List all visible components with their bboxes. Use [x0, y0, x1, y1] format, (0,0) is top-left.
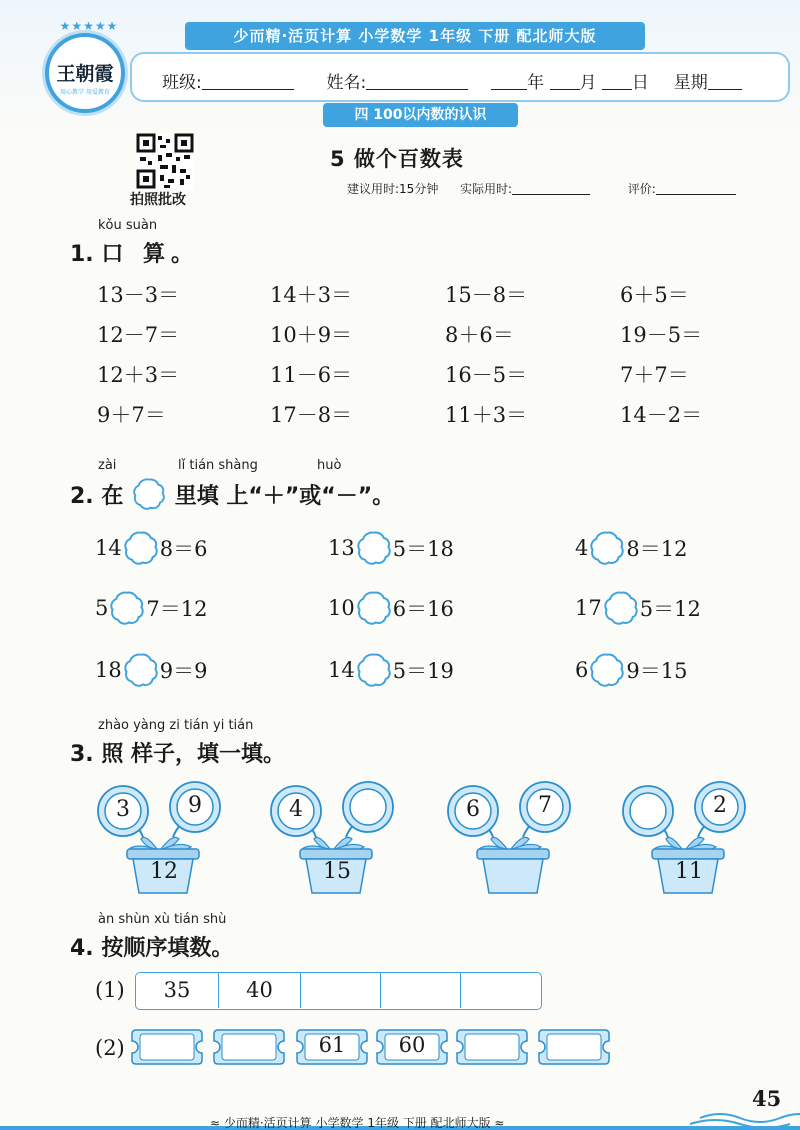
- q2-pinyin-tian: lǐ tián shàng: [178, 458, 258, 473]
- mental-calc-item: 8＋6＝: [445, 323, 514, 347]
- q1-end: 。: [171, 242, 194, 267]
- sign-fill-item: [95, 528, 207, 568]
- q2-text-1: 在: [101, 484, 124, 509]
- left-operand: 13: [328, 536, 355, 560]
- right-expression: 5＝19: [392, 659, 454, 683]
- sign-answer-bubble[interactable]: [123, 528, 159, 568]
- brand-logo: [45, 19, 125, 113]
- mental-calc-item: 9＋7＝: [97, 403, 166, 427]
- day-label: 日: [631, 73, 649, 93]
- mental-calc-item: 12＋3＝: [97, 363, 180, 387]
- left-operand: 4: [575, 536, 589, 560]
- qr-caption: 拍照批改: [130, 192, 186, 208]
- q2-text-2: 里填 上“＋”或“－”。: [174, 484, 395, 509]
- mental-calc-item: 12－7＝: [97, 323, 180, 347]
- student-info-panel: [130, 52, 790, 102]
- year-label: 年: [527, 73, 545, 93]
- q4-title: [70, 931, 233, 962]
- q2-pinyin-zai: zài: [98, 458, 117, 473]
- right-expression: 5＝18: [392, 537, 454, 561]
- q3-pinyin: zhào yàng zi tián yi tián: [98, 718, 254, 733]
- mental-calc-item: 10＋9＝: [270, 323, 353, 347]
- left-operand: 10: [328, 596, 355, 620]
- month-label: 月: [579, 73, 597, 93]
- time-row: [347, 180, 736, 197]
- q1-number: 1.: [70, 242, 94, 267]
- suggested-time: 建议用时:15分钟: [347, 182, 439, 196]
- series-title: 少而精·活页计算 小学数学 1年级 下册 配北师大版: [185, 22, 645, 50]
- weekday-label: 星期: [673, 73, 708, 93]
- right-flower-number: 2: [713, 793, 727, 818]
- rating-label: 评价:: [627, 182, 656, 196]
- sequence-cell[interactable]: [301, 973, 381, 1008]
- right-expression: 6＝16: [392, 597, 454, 621]
- mental-calc-item: 11－6＝: [270, 363, 353, 387]
- q4-number: 4.: [70, 936, 94, 961]
- sign-answer-bubble[interactable]: [356, 588, 392, 628]
- class-label: 班级:: [162, 73, 202, 93]
- left-operand: 14: [328, 658, 355, 682]
- left-operand: 14: [95, 536, 122, 560]
- sign-fill-item: [328, 650, 454, 690]
- sequence-cell[interactable]: [461, 973, 540, 1008]
- left-operand: 18: [95, 658, 122, 682]
- mental-calc-item: 11＋3＝: [445, 403, 528, 427]
- page-number: 45: [752, 1086, 782, 1111]
- number-tag-icon: [212, 1026, 286, 1068]
- mental-calc-item: 7＋7＝: [620, 363, 689, 387]
- mental-calc-item: 17－8＝: [270, 403, 353, 427]
- answer-bubble-icon: [132, 477, 166, 511]
- sign-fill-item: [328, 528, 454, 568]
- mental-calc-item: 14－2＝: [620, 403, 703, 427]
- year-field[interactable]: [491, 89, 527, 90]
- q3-number: 3.: [70, 742, 94, 767]
- sign-fill-item: [575, 528, 687, 568]
- sign-fill-item: [575, 650, 687, 690]
- left-flower-number: 6: [466, 797, 480, 822]
- right-expression: 9＝9: [159, 659, 208, 683]
- sequence-cell: 35: [136, 973, 219, 1008]
- number-tag-icon: [130, 1026, 204, 1068]
- left-operand: 17: [575, 596, 602, 620]
- sign-fill-item: [95, 588, 207, 628]
- pot-sum-number: 15: [323, 859, 351, 884]
- q2-pinyin-huo: huò: [317, 458, 342, 473]
- left-flower-number: 4: [289, 797, 303, 822]
- class-field[interactable]: [202, 89, 294, 90]
- mental-calc-item: 16－5＝: [445, 363, 528, 387]
- unit-title: 四 100以内数的认识: [323, 103, 518, 127]
- q3-title: [70, 737, 285, 768]
- q2-number: 2.: [70, 484, 94, 509]
- q4-pinyin: àn shùn xù tián shù: [98, 912, 227, 927]
- tag-number: 61: [318, 1033, 346, 1057]
- tag-number: 60: [398, 1033, 426, 1057]
- flower-pot-puzzle: [270, 777, 400, 892]
- month-field[interactable]: [550, 89, 580, 90]
- left-flower-number: 3: [116, 797, 130, 822]
- sign-answer-bubble[interactable]: [123, 650, 159, 690]
- flower-pot-puzzle: [447, 777, 577, 892]
- q1-title: [70, 237, 193, 268]
- actual-time-field[interactable]: [512, 194, 590, 195]
- sign-answer-bubble[interactable]: [356, 650, 392, 690]
- q4-part2-label: (2): [95, 1036, 125, 1060]
- right-expression: 5＝12: [639, 597, 701, 621]
- sign-fill-item: [575, 588, 701, 628]
- rating-field[interactable]: [656, 194, 736, 195]
- q4-text: 按顺序填数。: [101, 936, 234, 961]
- qr-code-icon[interactable]: [136, 133, 194, 189]
- right-flower-number: 7: [538, 793, 552, 818]
- footer-text: ≈ 少而精·活页计算 小学数学 1年级 下册 配北师大版 ≈: [210, 1116, 505, 1130]
- logo-slogan: 用心教学 用爱教育: [60, 89, 110, 96]
- student-info-row: [162, 68, 742, 93]
- right-flower-number: 9: [188, 793, 202, 818]
- flower-pot-puzzle: [622, 777, 752, 892]
- pot-sum-number: 11: [675, 859, 703, 884]
- sign-answer-bubble[interactable]: [603, 588, 639, 628]
- sign-fill-item: [328, 588, 454, 628]
- mental-calc-item: 15－8＝: [445, 283, 528, 307]
- right-expression: 8＝12: [626, 537, 688, 561]
- flower-pot-puzzle: [97, 777, 227, 892]
- mental-calc-item: 19－5＝: [620, 323, 703, 347]
- q1-pinyin: kǒu suàn: [98, 218, 158, 233]
- right-expression: 9＝15: [626, 659, 688, 683]
- sign-answer-bubble[interactable]: [589, 528, 625, 568]
- q3-text: 照 样子，填一填。: [101, 742, 286, 767]
- q4-part1-label: (1): [95, 978, 125, 1002]
- lesson-title: 5 做个百数表: [330, 147, 464, 171]
- sign-answer-bubble[interactable]: [589, 650, 625, 690]
- left-operand: 5: [95, 596, 109, 620]
- number-sequence-box: [135, 972, 542, 1010]
- sequence-cell[interactable]: [381, 973, 461, 1008]
- sign-fill-item: [95, 650, 207, 690]
- q2-title: [70, 477, 394, 511]
- weekday-field[interactable]: [708, 89, 742, 90]
- day-field[interactable]: [602, 89, 632, 90]
- q1-text: 口 算: [101, 242, 172, 267]
- actual-time-label: 实际用时:: [459, 182, 513, 196]
- star-icon: ★★★★★: [59, 19, 119, 33]
- sequence-cell: 40: [219, 973, 301, 1008]
- mental-calc-item: 13－3＝: [97, 283, 180, 307]
- sign-answer-bubble[interactable]: [109, 588, 145, 628]
- number-tag-icon: [455, 1026, 529, 1068]
- name-label: 姓名:: [326, 73, 367, 93]
- pot-sum-number: 12: [150, 859, 178, 884]
- mental-calc-item: 6＋5＝: [620, 283, 689, 307]
- sign-answer-bubble[interactable]: [356, 528, 392, 568]
- name-field[interactable]: [366, 89, 468, 90]
- left-operand: 6: [575, 658, 589, 682]
- right-expression: 8＝6: [159, 537, 208, 561]
- logo-name: 王朝霞: [56, 63, 114, 85]
- right-expression: 7＝12: [146, 597, 208, 621]
- number-tag-icon: [537, 1026, 611, 1068]
- mental-calc-item: 14＋3＝: [270, 283, 353, 307]
